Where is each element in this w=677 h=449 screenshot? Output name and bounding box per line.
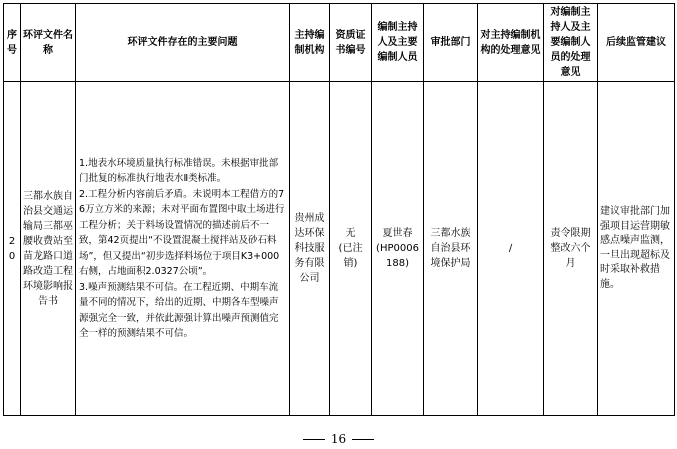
header-followup: 后续监管建议 bbox=[598, 4, 675, 82]
header-cert-no: 资质证书编号 bbox=[330, 4, 372, 82]
header-approval-dept: 审批部门 bbox=[424, 4, 478, 82]
person-id: (HP0006188) bbox=[376, 243, 419, 269]
header-persons: 编制主持人及主要编制人员 bbox=[372, 4, 424, 82]
cert-status: 无 bbox=[345, 228, 356, 239]
problem-item: 1.地表水环境质量执行标准错误。未根据审批部门批复的标准执行地表水Ⅱ类标准。 bbox=[79, 157, 279, 184]
problem-item: 3.噪声预测结果不可信。在工程近期、中期车流量不同的情况下，给出的近期、中期各车型噪声源强完全一致，并依此源强计算出噪声预测值完全一样的预测结果不可信。 bbox=[79, 281, 279, 339]
person-name: 夏世春 bbox=[382, 228, 413, 239]
header-doc-name: 环评文件名称 bbox=[21, 4, 76, 82]
header-person-opinion: 对编制主持人及主要编制人员的处理意见 bbox=[544, 4, 598, 82]
page-footer bbox=[0, 432, 677, 446]
cert-note: (已注销) bbox=[338, 243, 363, 269]
header-problems: 环评文件存在的主要问题 bbox=[76, 4, 290, 82]
header-org: 主持编制机构 bbox=[290, 4, 330, 82]
cell-cert-no bbox=[330, 82, 372, 416]
header-seq: 序号 bbox=[4, 4, 21, 82]
cell-followup: 建议审批部门加强项目运营期敏感点噪声监测，一旦出现超标及时采取补救措施。 bbox=[598, 82, 675, 416]
page-number: 16 bbox=[330, 432, 347, 446]
cell-problems bbox=[76, 82, 290, 416]
cell-doc-name: 三都水族自治县交通运输局三都巫腰收费站至苗龙路口道路改造工程环境影响报告书 bbox=[21, 82, 76, 416]
cell-org: 贵州成达环保科技服务有限公司 bbox=[290, 82, 330, 416]
table-header-row bbox=[4, 4, 675, 82]
header-org-opinion: 对主持编制机构的处理意见 bbox=[478, 4, 544, 82]
cell-seq: 20 bbox=[4, 82, 21, 416]
cell-org-opinion: / bbox=[478, 82, 544, 416]
footer-dash-right bbox=[352, 439, 374, 440]
cell-approval-dept: 三都水族自治县环境保护局 bbox=[424, 82, 478, 416]
cell-persons bbox=[372, 82, 424, 416]
problem-item: 2.工程分析内容前后矛盾。未说明本工程借方的76万立方米的来源；未对平面布置图中取土场进行工程分析；关于料场设置情况的描述前后不一致，第42页提出“不设置混凝土搅拌站及砂石料场”，但又提出“初步选择料场位于项目K3+000右侧，占地面积2.0327公顷”。 bbox=[79, 188, 285, 277]
table-row bbox=[4, 82, 675, 416]
evaluation-table bbox=[3, 3, 675, 416]
footer-dash-left bbox=[303, 439, 325, 440]
cell-person-opinion: 责令限期整改六个月 bbox=[544, 82, 598, 416]
